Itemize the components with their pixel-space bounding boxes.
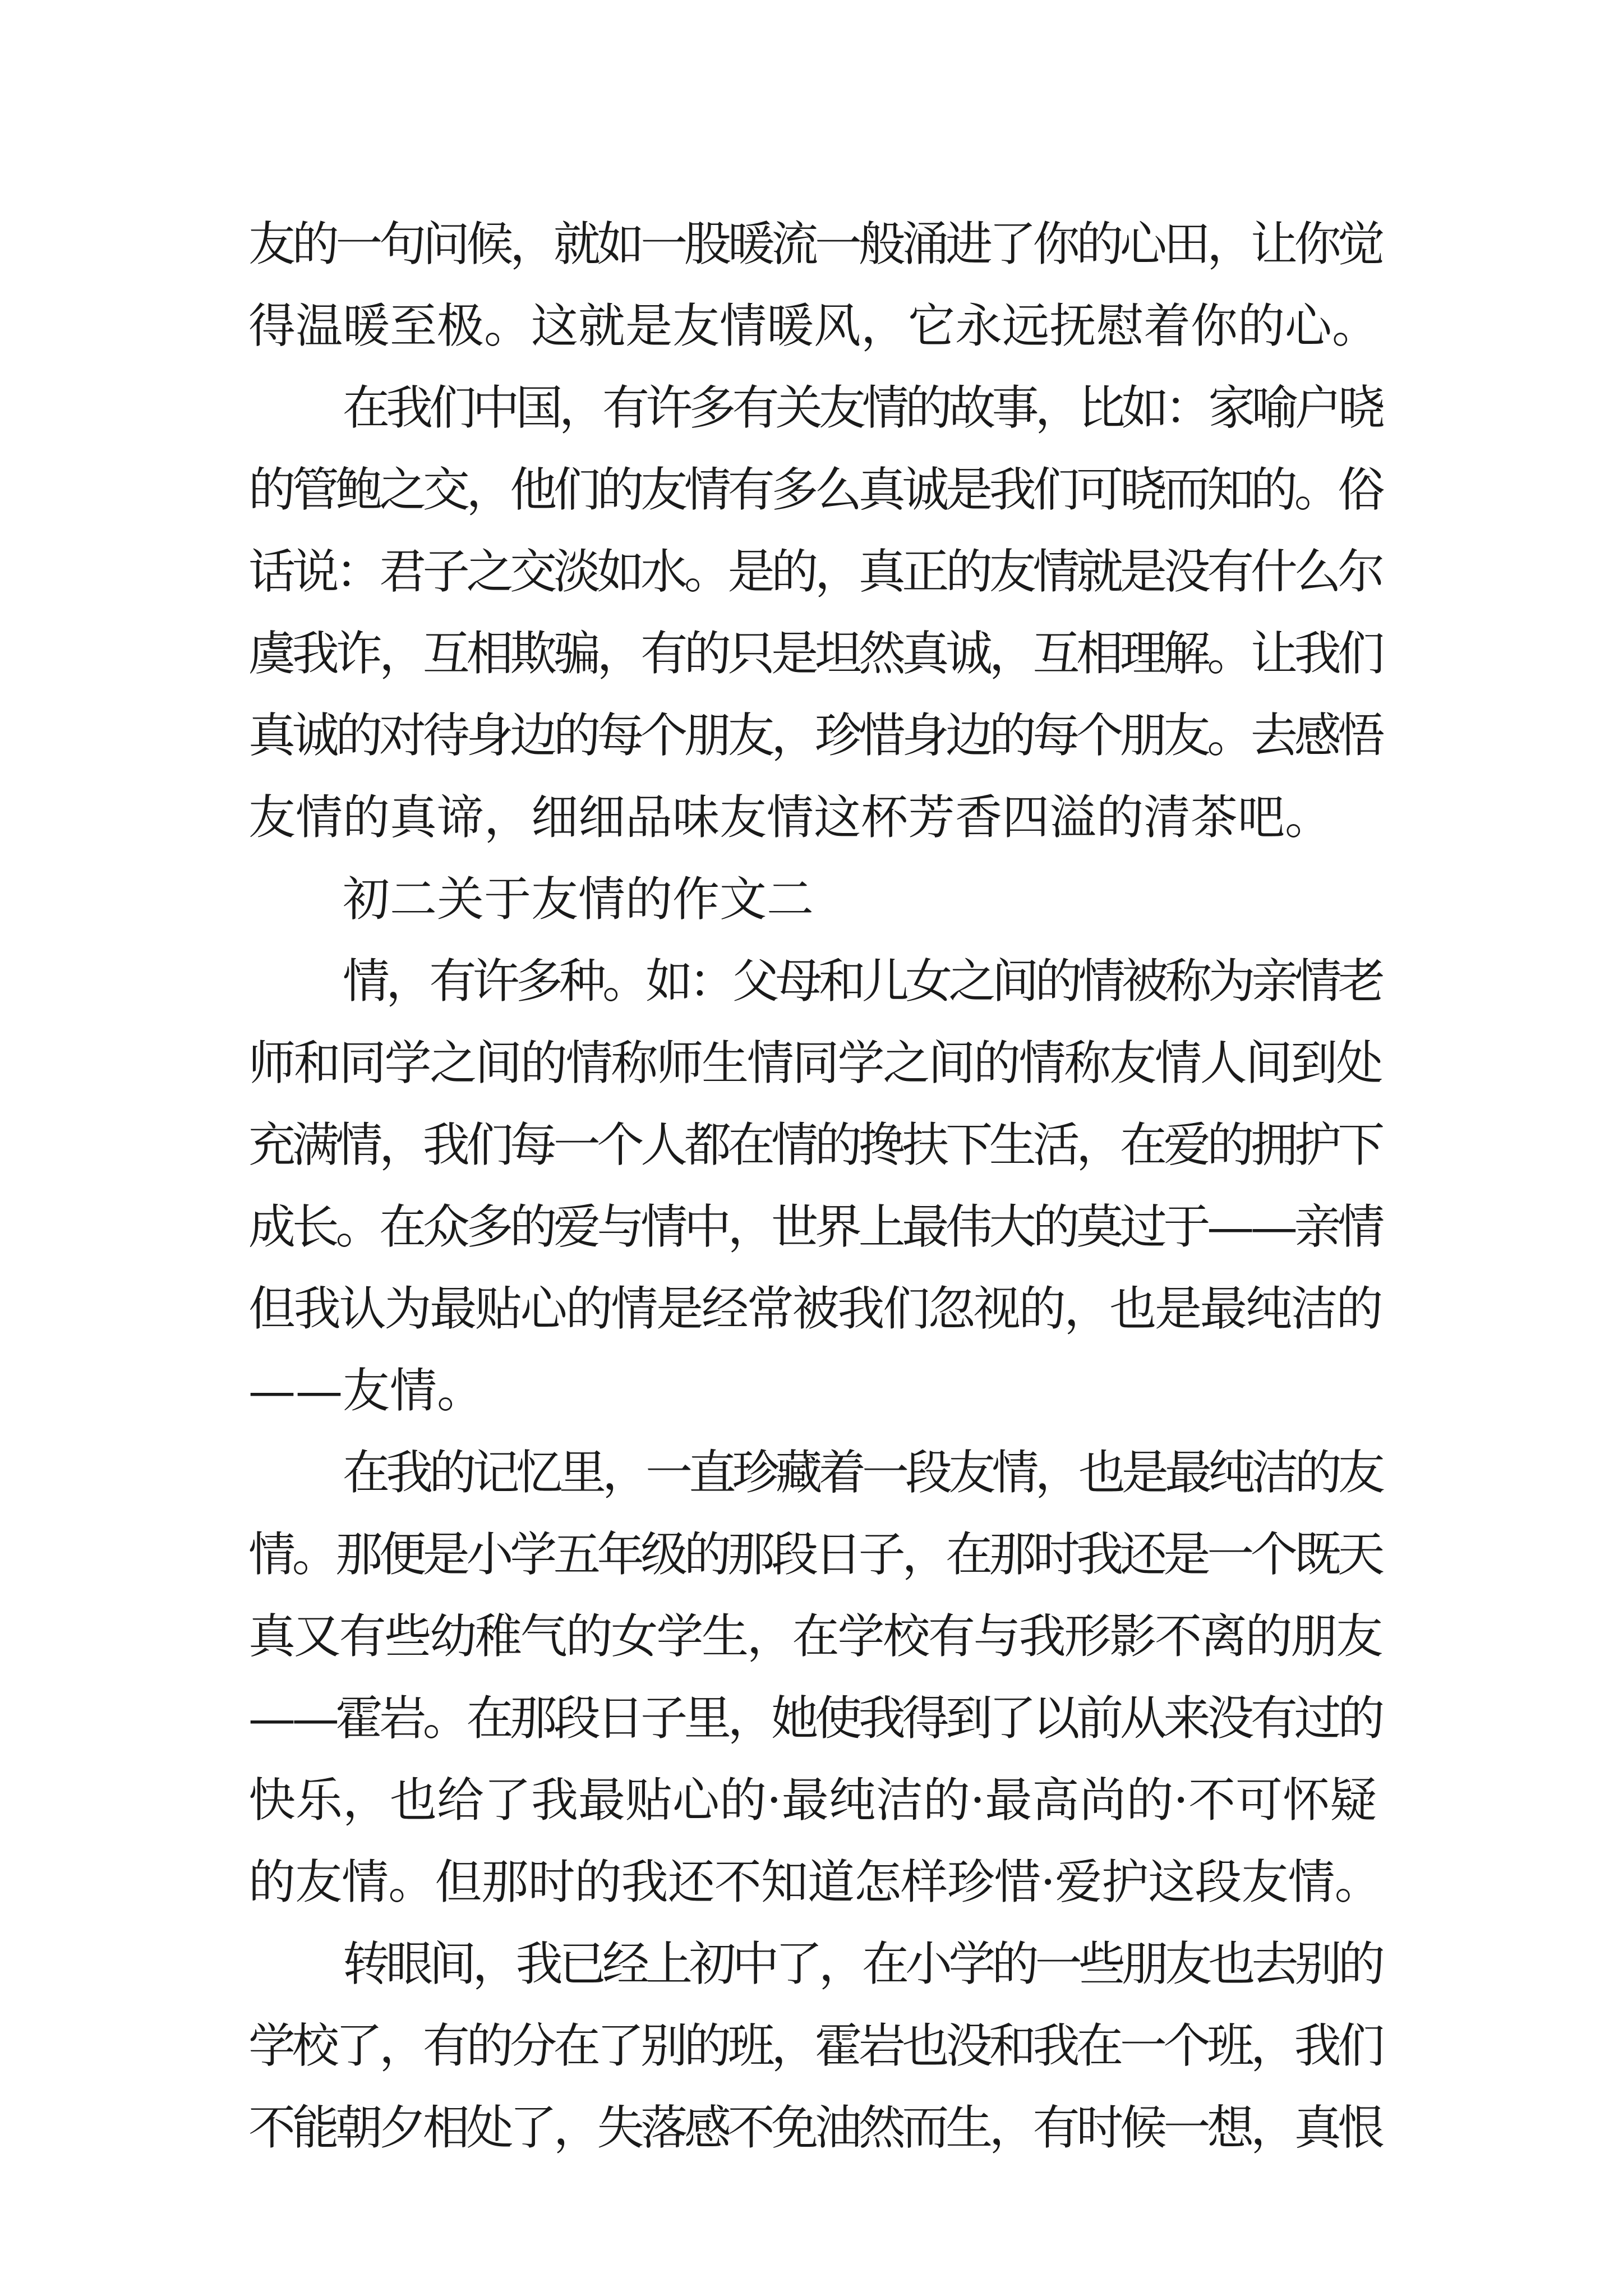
text-line: 虞我诈，互相欺骗，有的只是坦然真诚，互相理解。让我们 (248, 626, 1382, 681)
paragraph-first-line: 初二关于友情的作文二 (343, 872, 814, 927)
text-line: 学校了，有的分在了别的班，霍岩也没和我在一个班，我们 (248, 2018, 1382, 2073)
text-line: 的管鲍之交，他们的友情有多么真诚是我们可晓而知的。俗 (248, 462, 1382, 517)
document-body (248, 203, 1381, 2169)
text-line: 的友情。但那时的我还不知道怎样珍惜·爱护这段友情。 (248, 1855, 1381, 1910)
text-line: ——友情。 (248, 1363, 485, 1418)
text-line: 真又有些幼稚气的女学生，在学校有与我形影不离的朋友 (248, 1609, 1382, 1664)
paragraph-first-line: 在我们中国，有许多有关友情的故事，比如：家喻户晓 (343, 380, 1382, 435)
paragraph-first-line: 情，有许多种。如：父母和儿女之间的情被称为亲情老 (343, 954, 1382, 1009)
text-line: 不能朝夕相处了，失落感不免油然而生，有时候一想，真恨 (248, 2100, 1382, 2155)
text-line: 情。那便是小学五年级的那段日子，在那时我还是一个既天 (248, 1527, 1382, 1582)
paragraph-first-line: 转眼间，我已经上初中了，在小学的一些朋友也去别的 (343, 1936, 1382, 1991)
text-line: 快乐，也给了我最贴心的·最纯洁的·最高尚的·不可怀疑 (248, 1773, 1377, 1828)
text-line: 师和同学之间的情称师生情同学之间的情称友情人间到处 (248, 1036, 1382, 1091)
text-line: 成长。在众多的爱与情中，世界上最伟大的莫过于——亲情 (248, 1199, 1382, 1254)
text-line: 得温暖至极。这就是友情暖风，它永远抚慰着你的心。 (248, 298, 1380, 353)
text-line: 友的一句问候，就如一股暖流一般涌进了你的心田，让你觉 (248, 217, 1382, 272)
text-line: 充满情，我们每一个人都在情的搀扶下生活，在爱的拥护下 (248, 1117, 1382, 1172)
text-line: ——霍岩。在那段日子里，她使我得到了以前从来没有过的 (248, 1691, 1382, 1746)
text-line: 但我认为最贴心的情是经常被我们忽视的，也是最纯洁的 (248, 1281, 1382, 1336)
text-line: 话说：君子之交淡如水。是的，真正的友情就是没有什么尔 (248, 544, 1382, 599)
text-line: 友情的真谛，细细品味友情这杯芳香四溢的清茶吧。 (248, 790, 1332, 845)
text-line: 真诚的对待身边的每个朋友，珍惜身边的每个朋友。去感悟 (248, 708, 1382, 763)
paragraph-first-line: 在我的记忆里，一直珍藏着一段友情，也是最纯洁的友 (343, 1445, 1382, 1500)
